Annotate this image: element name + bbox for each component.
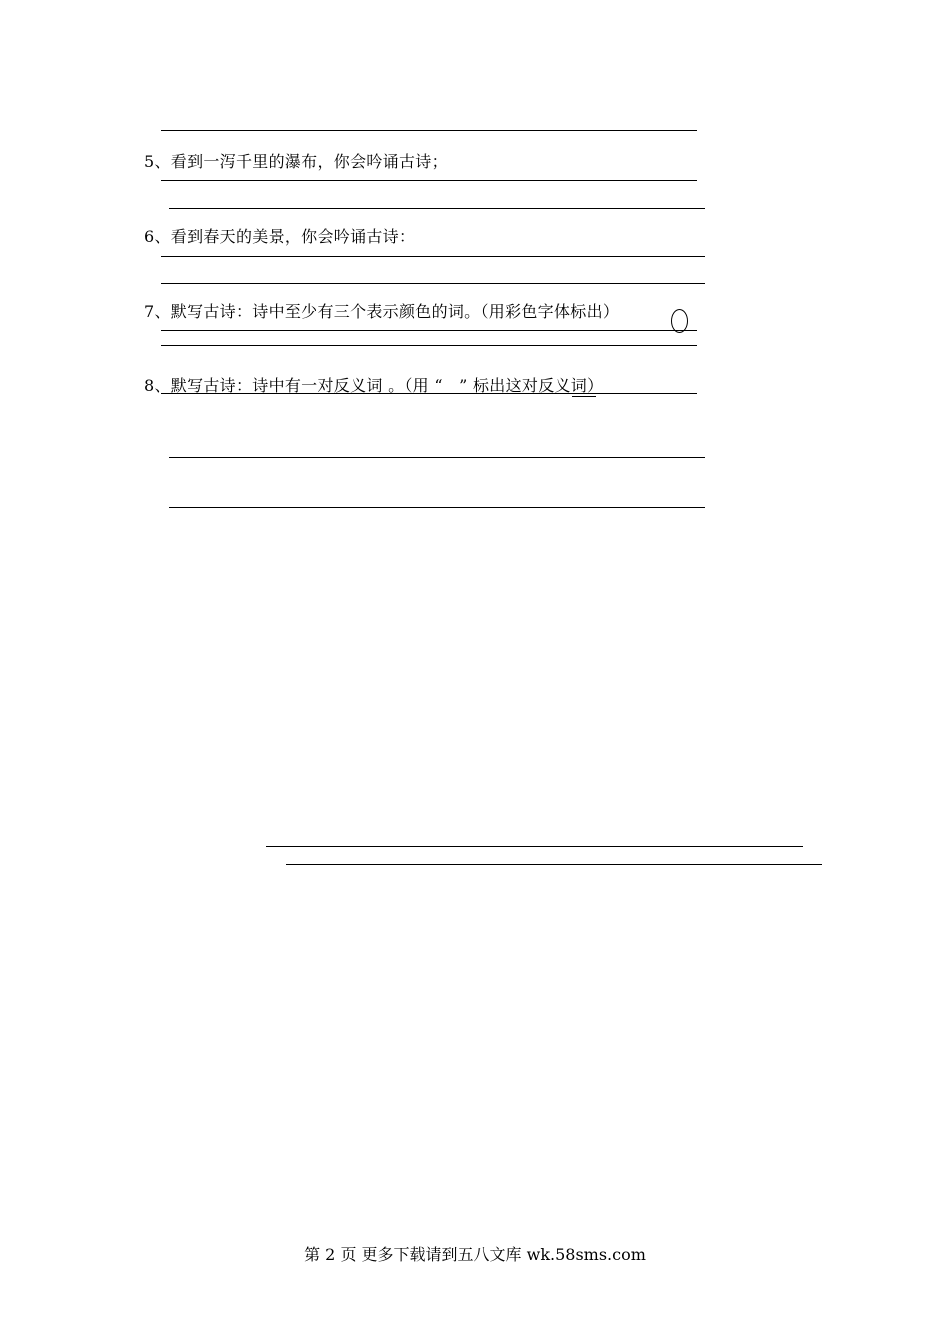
question-7: 7、默写古诗：诗中至少有三个表示颜色的词。（用彩色字体标出） [144,302,620,321]
answer-line [161,283,705,284]
answer-line [161,256,705,257]
answer-line [161,180,697,181]
question-6: 6、看到春天的美景，你会吟诵古诗： [144,227,416,246]
page-footer: 第 2 页 更多下载请到五八文库 wk.58sms.com [304,1245,646,1264]
question-5: 5、看到一泻千里的瀑布，你会吟诵古诗； [144,152,448,171]
answer-line [161,393,697,394]
answer-line [161,330,697,331]
question-8: 8、默写古诗：诗中有一对反义词 。（用 “ ” 标出这对反义词） [144,376,604,395]
answer-line [169,507,705,508]
answer-line [161,130,697,131]
answer-line [161,345,697,346]
stray-line [266,846,803,847]
answer-line [169,457,705,458]
antonym-underline-mark [572,396,596,397]
stray-line [286,864,822,865]
answer-line [169,208,705,209]
